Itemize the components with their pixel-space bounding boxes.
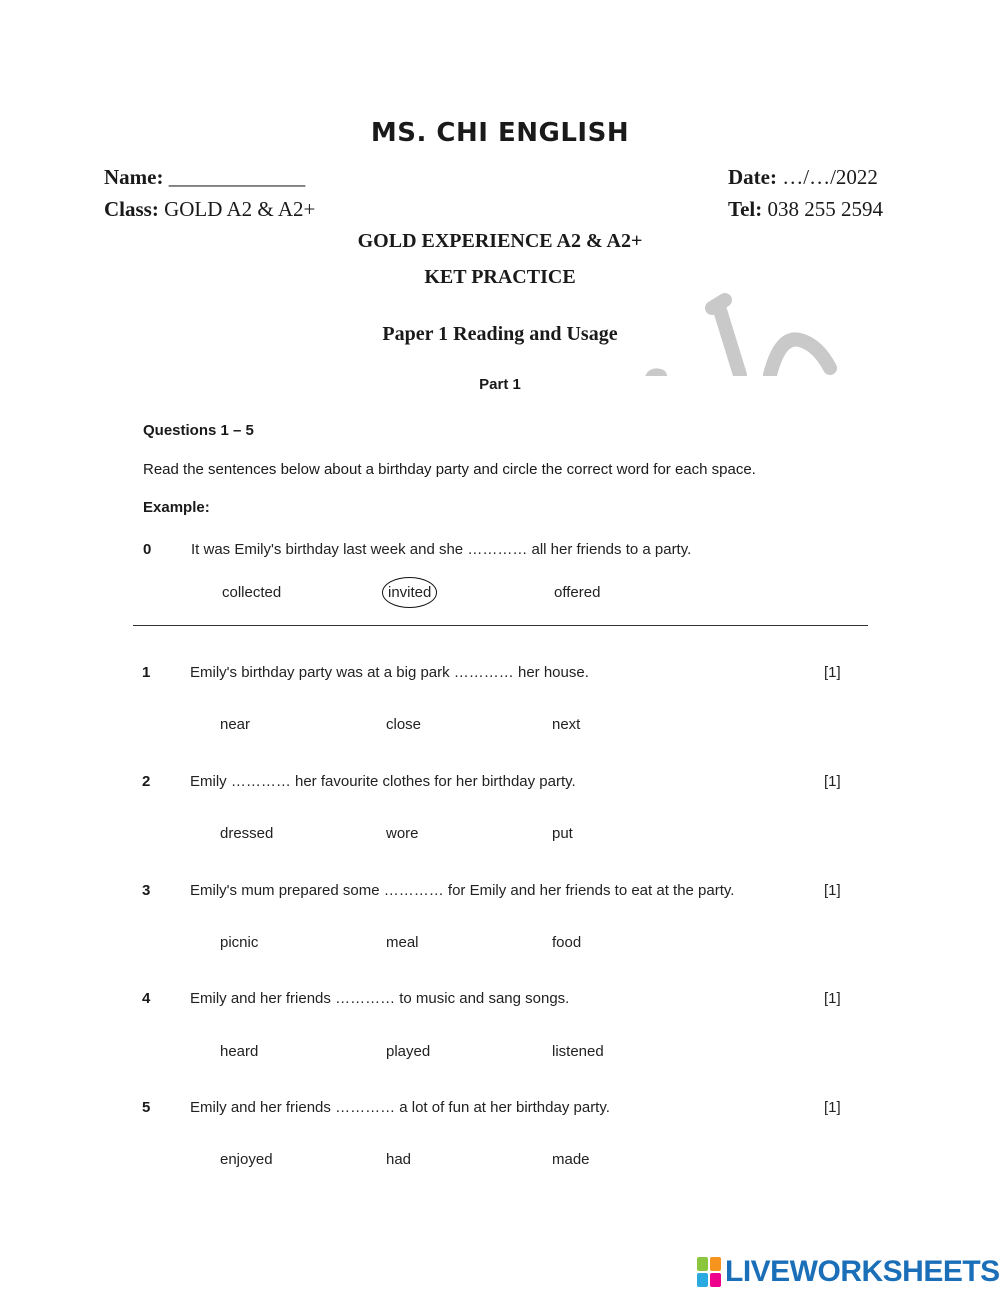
answer-option[interactable]: dressed xyxy=(220,825,274,842)
example-number: 0 xyxy=(143,541,152,558)
tel-line xyxy=(728,197,883,222)
name-line xyxy=(104,165,305,190)
question-mark: [1] xyxy=(824,990,841,1007)
practice-title: KET PRACTICE xyxy=(424,266,576,288)
question-mark: [1] xyxy=(824,1099,841,1116)
question-number: 5 xyxy=(142,1099,151,1116)
answer-option[interactable]: wore xyxy=(386,825,419,842)
name-blank: _____________ xyxy=(168,165,306,189)
question-text: Emily and her friends ………… to music and sang songs. xyxy=(190,990,570,1007)
answer-option[interactable]: had xyxy=(386,1151,412,1168)
question-text: Emily's birthday party was at a big park ………… her house. xyxy=(190,664,589,681)
answer-option[interactable]: food xyxy=(552,934,582,951)
watermark xyxy=(630,290,850,380)
answer-option[interactable]: enjoyed xyxy=(220,1151,273,1168)
question-text: Emily and her friends ………… a lot of fun at her birthday party. xyxy=(190,1099,610,1116)
date-value: …/…/2022 xyxy=(782,165,878,189)
example-option[interactable]: collected xyxy=(222,584,282,601)
answer-option[interactable]: heard xyxy=(220,1043,259,1060)
instructions: Read the sentences below about a birthday party and circle the correct word for each space. xyxy=(143,461,756,478)
question-text: Emily ………… her favourite clothes for her birthday party. xyxy=(190,773,576,790)
question-mark: [1] xyxy=(824,773,841,790)
example-option-circled[interactable]: invited xyxy=(382,577,437,608)
question-number: 3 xyxy=(142,882,151,899)
answer-option[interactable]: meal xyxy=(386,934,419,951)
name-label: Name: xyxy=(104,165,164,189)
answer-option[interactable]: next xyxy=(552,716,581,733)
answer-option[interactable]: picnic xyxy=(220,934,259,951)
liveworksheets-logo[interactable] xyxy=(697,1255,1000,1289)
divider xyxy=(133,625,868,626)
logo-blocks-icon xyxy=(697,1257,721,1287)
question-number: 4 xyxy=(142,990,151,1007)
answer-option[interactable]: made xyxy=(552,1151,590,1168)
course-title: GOLD EXPERIENCE A2 & A2+ xyxy=(357,230,643,252)
class-label: Class: xyxy=(104,197,159,221)
question-number: 2 xyxy=(142,773,151,790)
example-text: It was Emily's birthday last week and she ………… all her friends to a party. xyxy=(191,541,692,558)
date-label: Date: xyxy=(728,165,777,189)
example-label: Example: xyxy=(143,499,210,516)
answer-option[interactable]: played xyxy=(386,1043,431,1060)
question-mark: [1] xyxy=(824,664,841,681)
part-label: Part 1 xyxy=(479,376,521,393)
tel-value: 038 255 2594 xyxy=(767,197,883,221)
date-line xyxy=(728,165,878,190)
tel-label: Tel: xyxy=(728,197,763,221)
answer-option[interactable]: put xyxy=(552,825,573,842)
logo-text: LIVEWORKSHEETS xyxy=(725,1255,1000,1288)
answer-option[interactable]: near xyxy=(220,716,251,733)
questions-label: Questions 1 – 5 xyxy=(143,422,254,439)
question-text: Emily's mum prepared some ………… for Emily and her friends to eat at the party. xyxy=(190,882,735,899)
class-line xyxy=(104,197,315,222)
class-value: GOLD A2 & A2+ xyxy=(164,197,316,221)
question-number: 1 xyxy=(142,664,151,681)
example-option[interactable]: offered xyxy=(554,584,601,601)
brand-title: MS. CHI ENGLISH xyxy=(370,118,630,148)
answer-option[interactable]: listened xyxy=(552,1043,604,1060)
paper-title: Paper 1 Reading and Usage xyxy=(382,323,618,345)
question-mark: [1] xyxy=(824,882,841,899)
answer-option[interactable]: close xyxy=(386,716,422,733)
